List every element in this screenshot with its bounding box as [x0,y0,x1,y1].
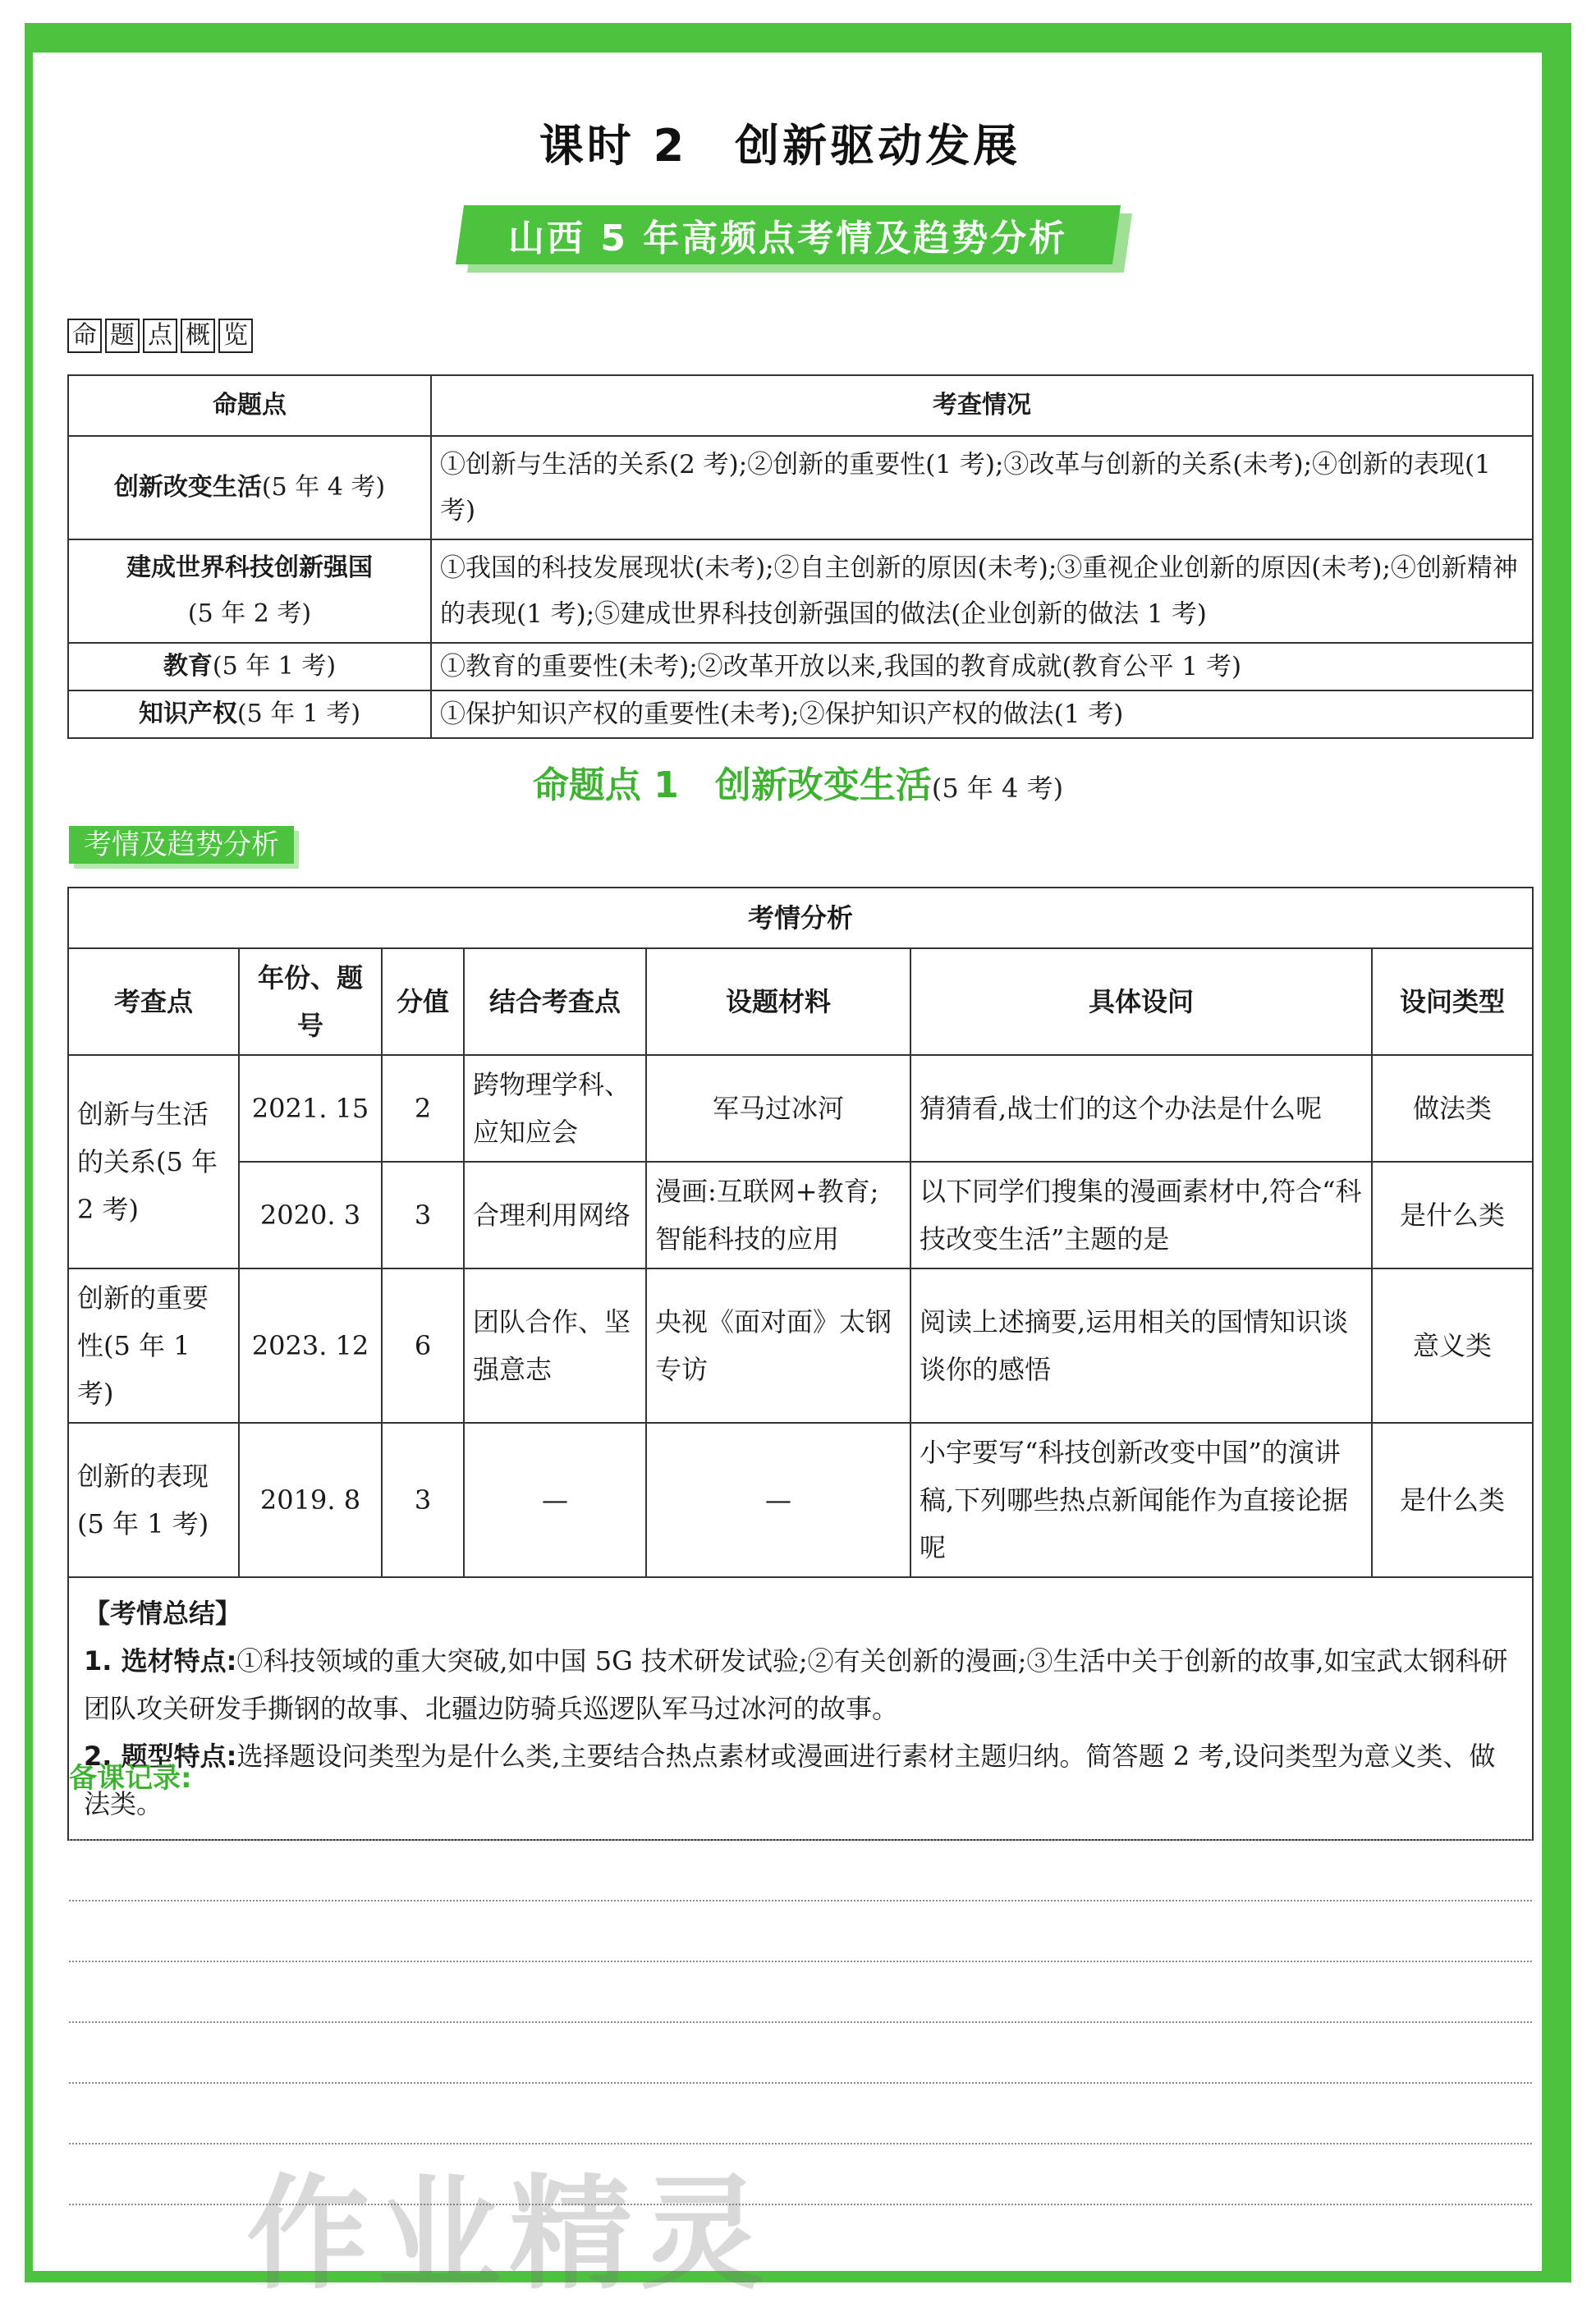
desc-cell: ①我国的科技发展现状(未考);②自主创新的原因(未考);③重视企业创新的原因(未考);④创新精神的表现(1 考);⑤建成世界科技创新强国的做法(企业创新的做法 1 考) [431,539,1533,643]
note-line [69,1900,1532,1901]
combo-cell: 合理利用网络 [464,1162,646,1268]
note-line [69,1839,1532,1841]
column-header: 分值 [382,948,464,1055]
column-header: 考查情况 [431,375,1533,436]
year-cell: 2019. 8 [239,1423,382,1577]
overview-char: 点 [143,319,177,353]
table-row [68,539,1533,643]
summary-text: 选择题设问类型为是什么类,主要结合热点素材或漫画进行素材主题归纳。简答题 2 考,设问类型为意义类、做法类。 [84,1741,1496,1819]
watermark: 作业精灵 [246,2163,773,2306]
column-header: 考查点 [68,948,239,1055]
column-header: 具体设问 [910,948,1372,1055]
topic-cell [68,643,431,690]
topic-name: 知识产权 [138,700,237,728]
score-cell: 3 [382,1162,464,1268]
topic-cell [68,436,431,539]
material-cell: 军马过冰河 [646,1055,910,1162]
summary-label: 1. 选材特点: [84,1645,237,1677]
desc-cell: ①创新与生活的关系(2 考);②创新的重要性(1 考);③改革与创新的关系(未考);④创新的表现(1 考) [431,436,1533,539]
summary-text: ①科技领域的重大突破,如中国 5G 技术研发试验;②有关创新的漫画;③生活中关于创新的故事,如宝武太钢科研团队攻关研发手撕钢的故事、北疆边防骑兵巡逻队军马过冰河的故事。 [84,1645,1508,1724]
type-cell: 是什么类 [1372,1162,1533,1268]
table-row [68,643,1533,690]
point-cell: 创新与生活的关系(5 年 2 考) [68,1055,239,1268]
overview-char: 题 [105,319,140,353]
year-cell: 2020. 3 [239,1162,382,1268]
summary-item [84,1732,1517,1828]
material-cell: 央视《面对面》太钢专访 [646,1268,910,1423]
table-caption: 考情分析 [68,888,1533,948]
section-count: (5 年 4 考) [931,773,1064,804]
score-cell: 2 [382,1055,464,1162]
note-line [69,1961,1532,1962]
note-line [69,2021,1532,2023]
score-cell: 6 [382,1268,464,1423]
topic-count: (5 年 4 考) [261,473,386,502]
material-cell: — [646,1423,910,1577]
section-heading [0,755,1596,808]
summary-label: 2. 题型特点: [84,1741,237,1772]
trend-tag: 考情及趋势分析 [69,826,294,864]
question-cell: 小宇要写“科技创新改变中国”的演讲稿,下列哪些热点新闻能作为直接论据呢 [910,1423,1372,1577]
table-row [68,1055,1533,1162]
table-row [68,1268,1533,1423]
desc-cell: ①保护知识产权的重要性(未考);②保护知识产权的做法(1 考) [431,690,1533,738]
notes-label: 备课记录: [69,1762,192,1795]
note-line [69,2082,1532,2084]
topic-cell [68,539,431,643]
table-header-row [68,375,1533,436]
overview-table [67,374,1534,739]
table-row [68,1423,1533,1577]
summary-cell [68,1577,1533,1840]
question-cell: 猜猜看,战士们的这个办法是什么呢 [910,1055,1372,1162]
combo-cell: 跨物理学科、应知应会 [464,1055,646,1162]
column-header: 设问类型 [1372,948,1533,1055]
summary-row [68,1577,1533,1840]
combo-cell: — [464,1423,646,1577]
topic-count: (5 年 1 考) [212,652,337,681]
table-caption-row [68,888,1533,948]
column-header: 命题点 [68,375,431,436]
combo-cell: 团队合作、坚强意志 [464,1268,646,1423]
type-cell: 意义类 [1372,1268,1533,1423]
year-cell: 2021. 15 [239,1055,382,1162]
topic-name: 创新改变生活 [113,473,262,502]
table-header-row [68,948,1533,1055]
material-cell: 漫画:互联网+教育;智能科技的应用 [646,1162,910,1268]
point-cell: 创新的表现(5 年 1 考) [68,1423,239,1577]
topic-name: 建成世界科技创新强国 [126,553,373,582]
point-cell: 创新的重要性(5 年 1 考) [68,1268,239,1423]
table-row [68,690,1533,738]
question-cell: 阅读上述摘要,运用相关的国情知识谈谈你的感悟 [910,1268,1372,1423]
table-row [68,1162,1533,1268]
type-cell: 做法类 [1372,1055,1533,1162]
banner-bar [456,205,1121,264]
overview-char: 命 [67,319,102,353]
topic-count: (5 年 2 考) [187,599,312,628]
overview-char: 概 [181,319,215,353]
topic-count: (5 年 1 考) [236,700,361,728]
section-title: 命题点 1 创新改变生活 [532,764,932,806]
analysis-table [67,887,1534,1841]
section-banner [460,205,1133,271]
summary-item [84,1637,1517,1732]
column-header: 设题材料 [646,948,910,1055]
score-cell: 3 [382,1423,464,1577]
type-cell: 是什么类 [1372,1423,1533,1577]
overview-tag [67,319,253,353]
lesson-title: 课时 2 创新驱动发展 [539,120,1021,172]
column-header: 年份、题号 [239,948,382,1055]
column-header: 结合考查点 [464,948,646,1055]
topic-cell [68,690,431,738]
overview-char: 览 [218,319,253,353]
topic-name: 教育 [163,652,213,681]
table-row [68,436,1533,539]
summary-title: 【考情总结】 [84,1598,242,1629]
year-cell: 2023. 12 [239,1268,382,1423]
banner-text: 山西 5 年高频点考情及趋势分析 [508,218,1068,259]
question-cell: 以下同学们搜集的漫画素材中,符合“科技改变生活”主题的是 [910,1162,1372,1268]
desc-cell: ①教育的重要性(未考);②改革开放以来,我国的教育成就(教育公平 1 考) [431,643,1533,690]
